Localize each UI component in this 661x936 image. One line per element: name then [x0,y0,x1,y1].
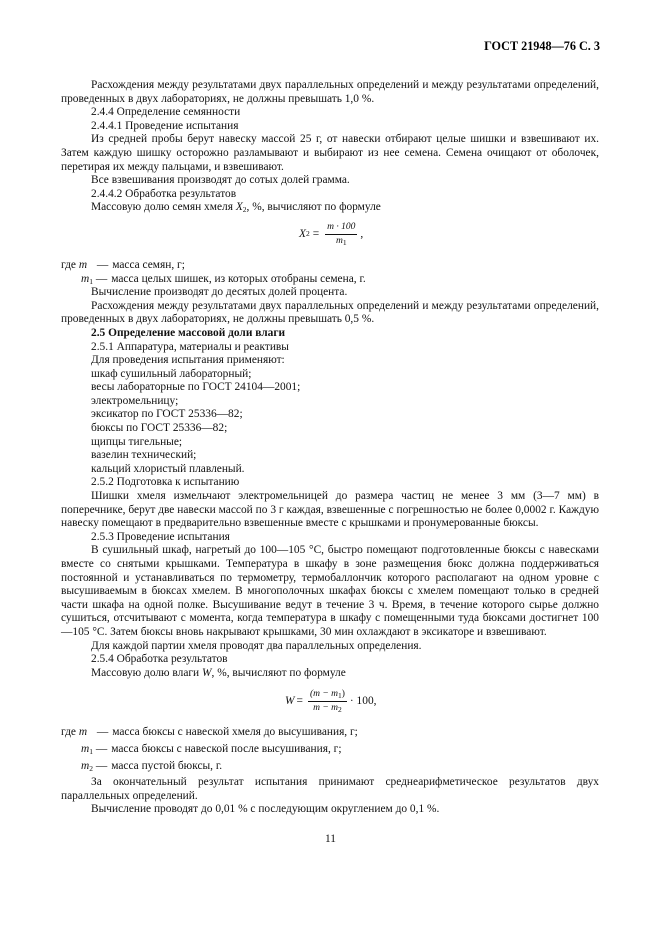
equals-sign: = [296,695,303,708]
fraction-numerator [308,689,347,702]
where-row [61,273,599,287]
formula-lhs: W [285,695,295,708]
subscript: 1 [342,237,347,247]
formula-tail: , [360,227,364,240]
subscript: 1 [337,691,342,701]
variable: X [235,201,243,214]
formula-expression: X 2 = $\frac{m \cdot 100}{m_1}$ , [299,221,364,247]
expression: m − m [313,703,338,714]
section-heading: 2.5 Определение массовой доли влаги [91,326,286,339]
page-header: ГОСТ 21948—76 С. 3 [484,39,600,53]
subscript: 1 [89,746,93,756]
section-heading: 2.4.4.2 Обработка результатов [91,187,237,200]
text-fragment: Массовую долю семян хмеля [91,201,233,214]
paragraph [61,201,599,215]
variable: W [202,666,212,679]
paragraph: В сушильный шкаф, нагретый до 100—105 °С, быстро помещают подготовленные бюксы с навесками вместе со снятыми крышками. Температура в шкафу в зоне размещения бюкс должна поддерживаться постоянной и устанавливаться по термометру, термобаллончик которого располагают на одном уровне с высушиваемым в бюксах хмелем. В многополочных шкафах бюксы с хмелем помещают только в средней части шкафа на одной полке. Высушивание ведут в течение 3 ч. Время, в течение которого сырье должно сушиться, отсчитывают с момента, когда температура в шкафу с помещенными туда бюксами достигнет 100—105 °С. Затем бюксы вновь накрывают крышками, 30 мин охлаждают в эксикаторе и взвешивают. [61,544,599,638]
where-definition: масса пустой бюксы, г. [111,759,223,772]
where-definition: масса бюксы с навеской после высушивания, г; [111,742,342,755]
where-lead [61,259,97,273]
list-item: кальций хлористый плавленый. [91,462,245,475]
page-body [61,79,599,817]
section-heading: 2.4.4 Определение семянности [91,106,241,119]
paragraph: Вычисление производят до десятых долей процента. [91,286,348,299]
section-heading: 2.5.3 Проведение испытания [91,530,230,543]
paragraph: Вычисление проводят до 0,01 % с последующим округлением до 0,1 %. [91,803,440,816]
where-definition: масса семян, г; [112,258,185,271]
list-item: бюксы по ГОСТ 25336—82; [91,422,228,435]
text-fragment: , %, вычисляют по формуле [211,666,346,679]
paragraph: Для каждой партии хмеля проводят два параллельных определения. [91,639,422,652]
paragraph: Расхождения между результатами двух параллельных определений и между результатами определений, проведенных в двух лабораториях, не должны превышать 0,5 %. [61,299,599,326]
paragraph: Все взвешивания производят до сотых долей грамма. [91,174,350,187]
variable: m [78,726,88,739]
formula-expression [285,689,376,714]
paren: ) [341,689,345,700]
where-word: где [61,258,76,271]
fraction-denominator [311,702,344,714]
fraction-numerator: m · 100 [325,222,357,235]
list-item: шкаф сушильный лабораторный; [91,367,252,380]
where-row [61,760,599,774]
paragraph: Расхождения между результатами двух параллельных определений и между результатами определений, проведенных в двух лабораториях, не должны превышать 1,0 %. [61,79,599,105]
subscript: 1 [89,276,93,286]
variable: m [335,235,343,246]
section-heading: 2.5.4 Обработка результатов [91,653,228,666]
subscript: 2 [89,763,93,773]
variable: m [81,742,90,755]
list-item: щипцы тигельные; [91,435,183,448]
where-symbol [61,273,96,287]
section-heading: 2.5.2 Подготовка к испытанию [91,476,240,489]
dash: — [96,258,109,271]
where-word: где [61,726,76,739]
subscript: 2 [337,705,342,715]
expression: (m − m [309,689,338,700]
where-lead [61,726,97,740]
where-symbol [61,760,96,774]
dash: — [95,759,108,772]
variable: m [81,759,90,772]
where-definition: масса целых шишек, из которых отобраны семена, г. [111,272,366,285]
section-heading: 2.5.1 Аппаратура, материалы и реактивы [91,340,289,353]
where-row [61,743,599,757]
list-item: эксикатор по ГОСТ 25336—82; [91,408,243,421]
dash: — [95,742,108,755]
page-number: 11 [325,833,336,845]
list-item: электромельницу; [91,394,179,407]
where-definition: масса бюксы с навеской хмеля до высушивания, г; [112,726,358,739]
equals-sign: = [312,227,320,240]
paragraph: Из средней пробы берут навеску массой 25 г, от навески отбирают целые шишки и взвешивают их. Затем каждую шишку осторожно разламывают и выбирают из нее семена. Семена очищают от оболочек, перетирая их между пальцами, и взвешивают. [61,133,599,173]
list-item: весы лабораторные по ГОСТ 24104—2001; [91,381,301,394]
variable: m [81,272,90,285]
formula-lhs: X [299,227,306,240]
paragraph [61,667,599,681]
formula-tail: · 100, [349,695,377,708]
subscript: 2 [242,205,247,215]
where-symbol [61,743,96,757]
text-fragment: , %, вычисляют по формуле [246,201,381,214]
formula-seed-fraction [61,215,599,259]
text-fragment: Массовую долю влаги [91,666,200,679]
list-item: вазелин технический; [91,449,197,462]
fraction-denominator [334,235,349,247]
dash: — [96,726,109,739]
fraction [308,689,347,714]
section-heading: 2.4.4.1 Проведение испытания [91,119,239,132]
formula-moisture [61,680,599,726]
fraction [325,222,357,247]
dash: — [95,272,108,285]
list-intro: Для проведения испытания применяют: [91,354,285,367]
where-row [61,259,599,273]
variable: m [78,258,88,271]
paragraph: Шишки хмеля измельчают электромельницей до размера частиц не менее 3 мм (3—7 мм) в поперечнике, берут две навески массой по 3 г каждая, взвешенные с погрешностью не более 0,0002 г. Каждую навеску помещают в предварительно взвешенные вместе с крышками и пронумерованные бюксы. [61,490,599,530]
paragraph: За окончательный результат испытания принимают среднеарифметическое результатов двух параллельных определений. [61,776,599,802]
where-row [61,726,599,740]
